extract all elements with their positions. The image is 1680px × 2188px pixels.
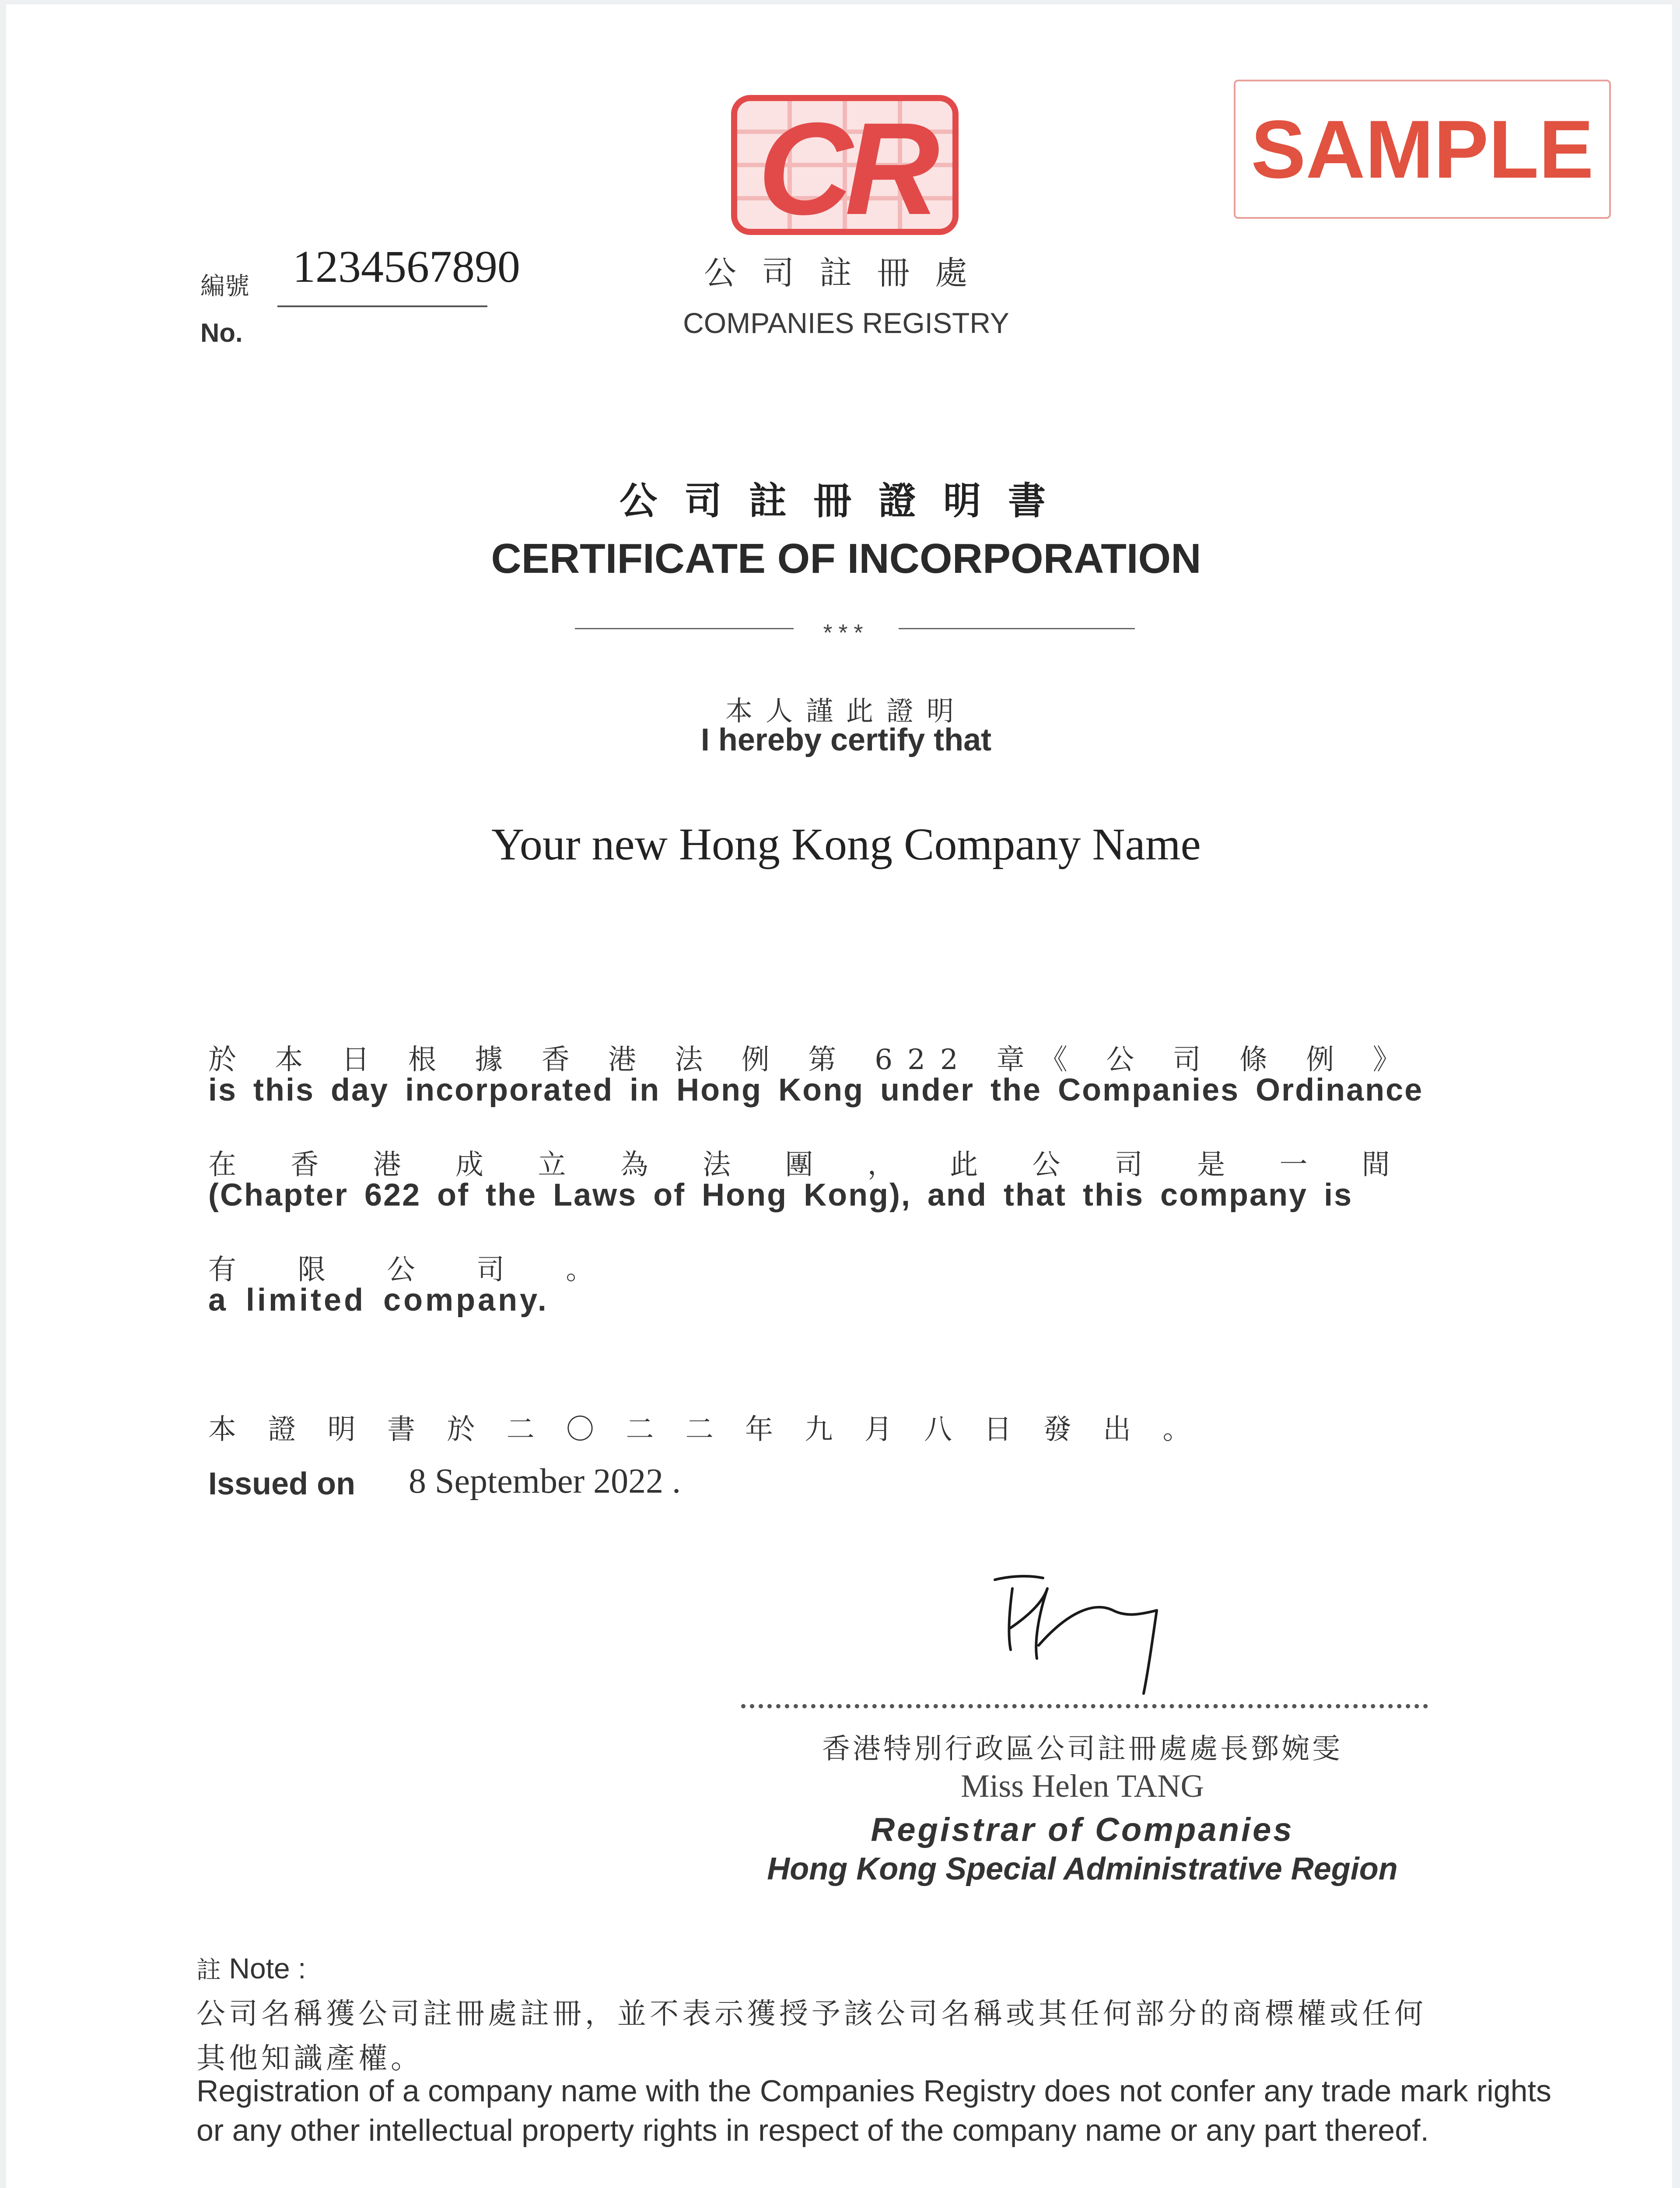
certify-cn: 本人謹此證明	[725, 695, 967, 727]
note-label	[196, 1951, 306, 1986]
body-line-en-2: (Chapter 622 of the Laws of Hong Kong), and that this company is	[208, 1178, 1353, 1213]
registry-name-en: COMPANIES REGISTRY	[683, 307, 1009, 339]
body-line-cn-3: 有 限 公 司 。	[208, 1254, 620, 1286]
certificate-page	[6, 4, 1672, 2188]
issued-date: 8 September 2022 .	[409, 1462, 681, 1501]
registrar-region: Hong Kong Special Administrative Region	[767, 1851, 1398, 1886]
registrar-title: Registrar of Companies	[871, 1811, 1294, 1848]
note-line-cn-1: 公司名稱獲公司註冊處註冊，並不表示獲授予該公司名稱或其任何部分的商標權或任何	[196, 1997, 1427, 2030]
logo-text: CR	[758, 95, 932, 235]
signature-dotted-line	[741, 1704, 1428, 1708]
certificate-number: 1234567890	[293, 242, 520, 292]
companies-registry-logo	[731, 95, 959, 235]
certify-en: I hereby certify that	[700, 722, 992, 757]
note-line-en-1: Registration of a company name with the Companies Registry does not confer any trade mark rights	[196, 2074, 1552, 2108]
note-label-cn: 註	[196, 1956, 221, 1985]
body-line-cn-2: 在 香 港 成 立 為 法 團 ， 此 公 司 是 一 間	[208, 1149, 1413, 1181]
registrar-signature	[982, 1562, 1166, 1702]
divider-stars: ***	[823, 620, 869, 646]
registrar-name-cn: 香港特別行政區公司註冊處處長鄧婉雯	[822, 1733, 1343, 1765]
issued-label: Issued on	[208, 1466, 356, 1501]
divider-left	[575, 628, 794, 629]
issued-line-cn: 本 證 明 書 於 二 〇 二 二 年 九 月 八 日 發 出 。	[208, 1413, 1202, 1446]
note-label-en: Note :	[229, 1952, 306, 1985]
number-underline	[277, 305, 487, 307]
divider-right	[899, 628, 1135, 629]
note-line-cn-2: 其他知識產權。	[196, 2041, 423, 2075]
title-cn: 公司註冊證明書	[620, 479, 1073, 523]
body-line-en-1: is this day incorporated in Hong Kong under the Companies Ordinance	[208, 1073, 1424, 1108]
body-line-en-3: a limited company.	[208, 1283, 549, 1318]
number-label-en: No.	[200, 318, 243, 347]
company-name: Your new Hong Kong Company Name	[491, 819, 1201, 870]
registrar-name-en: Miss Helen TANG	[961, 1768, 1204, 1804]
title-en: CERTIFICATE OF INCORPORATION	[491, 535, 1201, 582]
number-label-cn: 編號	[200, 272, 249, 301]
sample-badge: SAMPLE	[1234, 80, 1611, 219]
body-line-cn-1: 於 本 日 根 據 香 港 法 例 第 622 章《 公 司 條 例 》	[208, 1044, 1416, 1076]
registry-name-cn: 公司註冊處	[704, 254, 993, 292]
note-line-en-2: or any other intellectual property rights in respect of the company name or any part thereof.	[196, 2113, 1429, 2147]
